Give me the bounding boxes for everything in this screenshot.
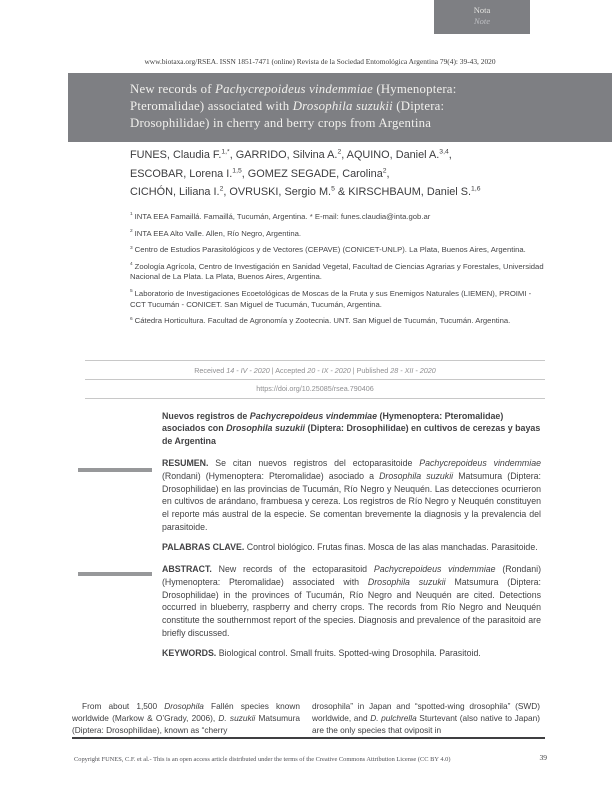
affiliation-4: [130, 262, 544, 283]
copyright-notice: Copyright FUNES, C.F. et al.- This is an open access article distributed under the terms of the Creative Commons Attribution License (CC BY 4.0): [74, 756, 451, 763]
affiliation-3: [130, 245, 544, 256]
authors-block: [130, 146, 481, 202]
affiliation-text: Laboratorio de Investigaciones Ecoetológicas de Moscas de la Fruta y sus Enemigos Naturales (LIEMEN), PROIMI - CCT Tucumán - CONICET. San Miguel de Tucumán, Tucumán, Argentina.: [130, 288, 532, 309]
affiliation-text: Zoología Agrícola, Centro de Investigación en Sanidad Vegetal, Facultad de Ciencias Agrarias y Forestales, Universidad Nacional de La Plata. La Plata, Buenos Aires, Argentina.: [130, 261, 544, 282]
section-divider-bar: [78, 572, 152, 576]
affiliation-text: Cátedra Horticultura. Facultad de Agronomía y Zootecnia. UNT. San Miguel de Tucumán, Tucumán. Argentina.: [134, 316, 511, 326]
affiliation-number: 3: [130, 245, 133, 251]
page-number: 39: [539, 753, 547, 762]
affiliations-block: [130, 212, 544, 333]
resumen-paragraph: RESUMEN. Se citan nuevos registros del ectoparasitoide Pachycrepoideus vindemmiae (Rondani) (Hymenoptera: Pteromalidae) asociado a Drosophila suzukii Matsumura (Diptera: Drosophilidae) en las provincias de Tucumán, Río Negro y Neuquén. Las detecciones ocurrieron en cultivos de arándano, frambuesa y cereza. Los registros de Río Negro y Neuquén constituyen el reporte más austral de la especie. Se comentan brevemente la diagnosis y la prevalencia del parasitoide.: [162, 458, 541, 532]
doi-link[interactable]: https://doi.org/10.25085/rsea.790406: [256, 384, 374, 393]
affiliation-number: 6: [130, 316, 133, 322]
affiliation-6: [130, 316, 544, 327]
article-title-line-3: Drosophilidae) in cherry and berry crops from Argentina: [130, 116, 432, 131]
dates-box: [85, 360, 545, 399]
badge-label-es: Nota: [473, 5, 491, 15]
abstract-column: [162, 410, 541, 669]
palabras-clave: PALABRAS CLAVE. Control biológico. Frutas finas. Mosca de las alas manchadas. Parasitoide.: [162, 542, 538, 553]
affiliation-5: [130, 289, 544, 310]
affiliation-text: INTA EEA Alto Valle. Allen, Río Negro, Argentina.: [134, 228, 302, 238]
affiliation-number: 1: [130, 212, 133, 218]
intro-column-left: From about 1,500 Drosophila Fallén species known worldwide (Markow & O’Grady, 2006), D. suzukii Matsumura (Diptera: Drosophilidae), known as “cherry: [72, 701, 300, 735]
affiliation-number: 4: [130, 262, 133, 268]
received-accepted-published-line: Received 14 - IV - 2020 | Accepted 20 - IX - 2020 | Published 28 - XII - 2020: [85, 361, 545, 380]
keywords-line: KEYWORDS. Biological control. Small fruits. Spotted-wing Drosophila. Parasitoid.: [162, 648, 481, 659]
intro-column-right: drosophila” in Japan and “spotted-wing drosophila” (SWD) worldwide, and D. pulchrella Sturtevant (also native to Japan) are the only species that oviposit in: [312, 701, 540, 735]
affiliation-number: 5: [130, 289, 133, 295]
article-title-line-1: New records of Pachycrepoideus vindemmiae (Hymenoptera:: [130, 82, 457, 96]
spanish-title: Nuevos registros de Pachycrepoideus vindemmiae (Hymenoptera: Pteromalidae) asociados con Drosophila suzukii (Diptera: Drosophilidae) en cultivos de cerezas y bayas de Argentina: [162, 411, 541, 446]
affiliation-1: [130, 212, 544, 223]
authors-line-3: CICHÓN, Liliana I.$^2$, OVRUSKI, Sergio M.$^5$ & KIRSCHBAUM, Daniel S.$^{1,6}$: [130, 185, 481, 199]
affiliation-text: Centro de Estudios Parasitológicos y de Vectores (CEPAVE) (CONICET-UNLP). La Plata, Buenos Aires, Argentina.: [134, 245, 526, 255]
affiliation-2: [130, 229, 544, 240]
article-title-line-2: Pteromalidae) associated with Drosophila suzukii (Diptera:: [130, 99, 445, 114]
affiliation-number: 2: [130, 229, 133, 235]
affiliation-text: INTA EEA Famaillá. Famaillá, Tucumán, Argentina. * E-mail: funes.claudia@inta.gob.ar: [134, 212, 431, 221]
footer-rule: [72, 737, 545, 739]
article-type-badge: [434, 0, 530, 34]
abstract-paragraph: ABSTRACT. New records of the ectoparasitoid Pachycrepoideus vindemmiae (Rondani) (Hymenoptera: Pteromalidae) associated with Drosophila suzukii Matsumura (Diptera: Drosophilidae) in the provinces of Tucumán, Río Negro and Neuquén are cited. Detections occurred in blueberry, raspberry and cherry crops. The records from Río Negro and Neuquén constitute the southernmost report of the species. Diagnosis and prevalence of the parasitoid are briefly discussed.: [162, 564, 542, 638]
authors-line-2: ESCOBAR, Lorena I.$^{1,5}$, GOMEZ SEGADE, Carolina$^2$,: [130, 166, 390, 180]
title-box: [68, 73, 612, 142]
journal-header: www.biotaxa.org/RSEA. ISSN 1851-7471 (online) Revista de la Sociedad Entomológica Argentina 79(4): 39-43, 2020: [144, 57, 496, 66]
authors-line-1: FUNES, Claudia F.$^{1,*}$, GARRIDO, Silvina A.$^2$, AQUINO, Daniel A.$^{3,4}$,: [130, 148, 452, 161]
section-divider-bar: [78, 468, 152, 472]
badge-label-en: Note: [473, 16, 491, 26]
